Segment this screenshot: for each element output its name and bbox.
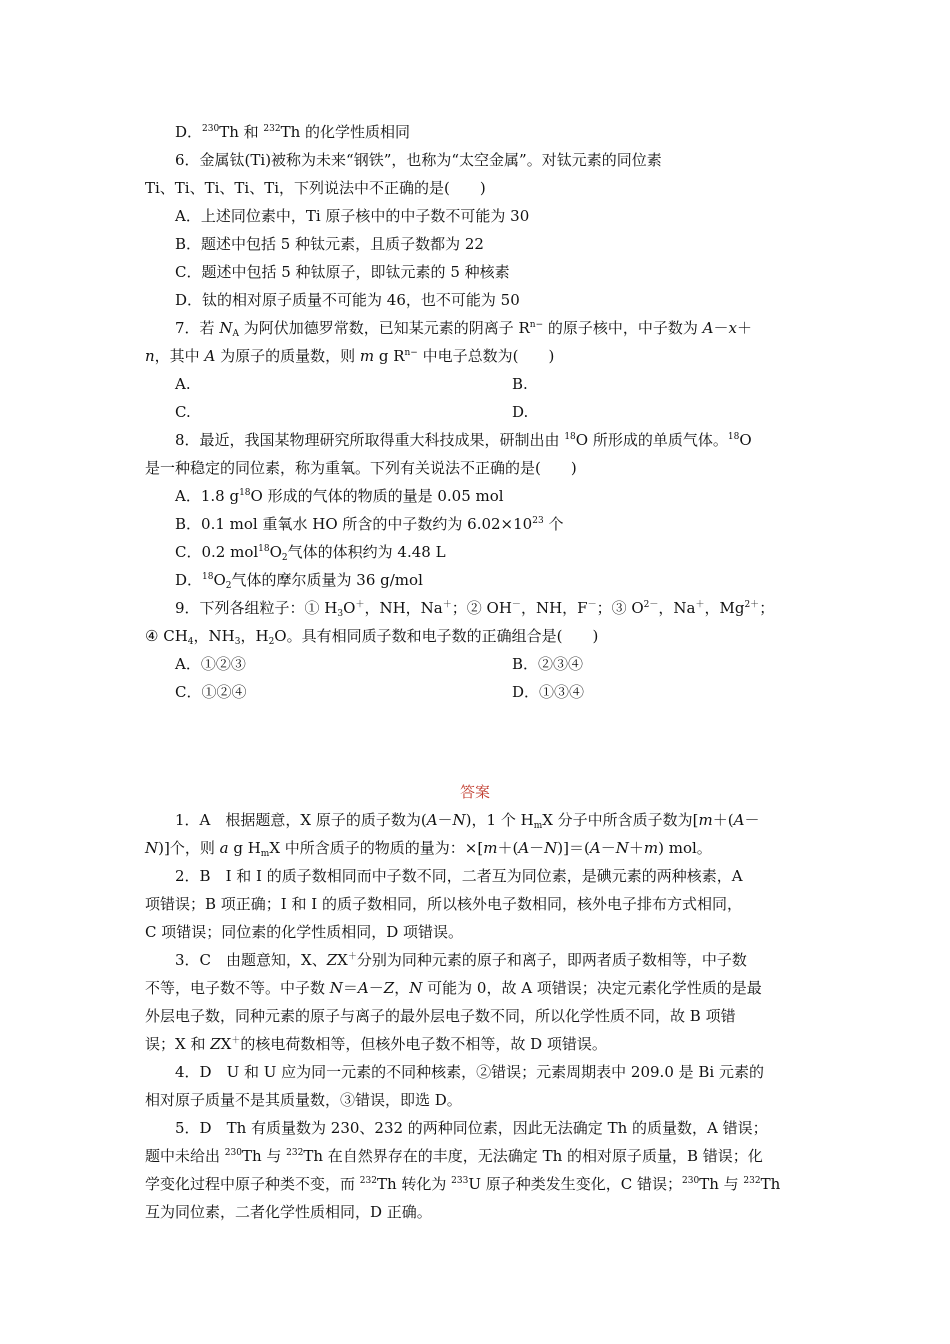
text: ，Na: [658, 599, 696, 617]
text: )，1 个 H: [465, 811, 534, 829]
q8-option-a: [175, 486, 504, 506]
text: 的核电荷数相等，但核外电子数不相等，故 D 项错误。: [240, 1035, 607, 1053]
text: －: [529, 839, 545, 857]
text: N: [544, 839, 558, 857]
text: X: [337, 951, 348, 969]
answer-4-line1: 4．D U 和 U 应为同一元素的不同种核素，②错误；元素周期表中 209.0 是 Bi 元素的: [175, 1063, 764, 1081]
subscript: 2: [281, 553, 288, 563]
answer-3-line4: [145, 1034, 607, 1054]
text: N: [615, 839, 629, 857]
superscript: 18: [727, 432, 740, 442]
text: A: [733, 811, 745, 829]
q7-option-c: C.: [175, 403, 191, 421]
q8-option-b: [175, 514, 563, 534]
answer-2-line1: 2．B I 和 I 的质子数相同而中子数不同，二者互为同位素，是碘元素的两种核素，A: [175, 867, 743, 885]
answer-5-line1: 5．D Th 有质量数为 230、232 的两种同位素，因此无法确定 Th 的质量数，A 错误；: [175, 1119, 768, 1137]
text: 为原子的质量数，则: [215, 347, 360, 365]
text: ，其中: [154, 347, 205, 365]
text: 题中未给出: [145, 1147, 225, 1165]
text: 分别为同种元素的原子和离子，即两者质子数相等，中子数: [356, 951, 747, 969]
text: ；② OH: [451, 599, 512, 617]
text: 为阿伏加德罗常数，已知某元素的阴离子 R: [238, 319, 530, 337]
text: 9．下列各组粒子：① H: [175, 599, 338, 617]
subscript: A: [232, 329, 239, 339]
text: a: [219, 839, 229, 857]
superscript: 232: [743, 1176, 761, 1186]
answer-3-line1: [175, 950, 747, 970]
answer-5-line2: [145, 1146, 763, 1166]
text: ＋(: [497, 839, 519, 857]
answer-3-line3: 外层电子数，同种元素的原子与离子的最外层电子数不同，所以化学性质不同，故 B 项错: [145, 1007, 736, 1025]
subscript: m: [260, 849, 270, 859]
q7-stem-line2: [145, 346, 554, 366]
text: )]＝(: [557, 839, 590, 857]
answer-3-line2: [145, 978, 762, 998]
superscript: 23: [532, 516, 544, 526]
text: N: [452, 811, 466, 829]
text: 误；X 和: [145, 1035, 211, 1053]
text: )]个，则: [158, 839, 220, 857]
text: 的原子核中，中子数为: [543, 319, 703, 337]
subscript: 3: [337, 609, 344, 619]
text: ，: [394, 979, 410, 997]
text: A: [589, 839, 601, 857]
q6-stem-line1: 6．金属钛(Ti)被称为未来“钢铁”，也称为“太空金属”。对钛元素的同位素: [175, 151, 662, 169]
q6-option-b: B．题述中包括 5 种钛元素，且质子数都为 22: [175, 235, 484, 253]
text: U 原子种类发生变化，C 错误；: [468, 1175, 683, 1193]
text: ④ CH: [145, 627, 188, 645]
superscript: ＋: [347, 952, 357, 962]
text: Z: [326, 951, 338, 969]
text: Th 与: [241, 1147, 287, 1165]
q9-option-c: C．①②④: [175, 683, 247, 701]
q8-stem-line2: 是一种稳定的同位素，称为重氧。下列有关说法不正确的是( ): [145, 459, 577, 477]
text: ，NH，Na: [364, 599, 443, 617]
text: 可能为 0，故 A 项错误；决定元素化学性质的是最: [422, 979, 762, 997]
text: ＋: [737, 319, 753, 337]
q9-stem-line1: [175, 598, 774, 618]
subscript: 2: [225, 581, 232, 591]
text: 中电子总数为( ): [417, 347, 555, 365]
superscript: －: [587, 600, 597, 610]
superscript: 230: [224, 1148, 242, 1158]
text: N: [219, 319, 233, 337]
q8-stem-line1: [175, 430, 752, 450]
text: D．: [175, 571, 203, 589]
superscript: 232: [263, 124, 281, 134]
text: ＝: [342, 979, 358, 997]
text: ) mol。: [658, 839, 712, 857]
text: Th 的化学性质相同: [280, 123, 411, 141]
q9-option-a: A．①②③: [175, 655, 246, 673]
subscript: 2: [268, 637, 275, 647]
q9-option-b: B．②③④: [512, 655, 584, 673]
text: ，NH: [193, 627, 235, 645]
q6-option-a: A．上述同位素中，Ti 原子核中的中子数不可能为 30: [175, 207, 530, 225]
answer-5-line4: 互为同位素，二者化学性质相同，D 正确。: [145, 1203, 432, 1221]
text: n: [145, 347, 155, 365]
superscript: ＋: [442, 600, 452, 610]
q7-option-a: A.: [175, 375, 191, 393]
text: －: [368, 979, 384, 997]
text: Th 在自然界存在的丰度，无法确定 Th 的相对原子质量，B 错误；化: [303, 1147, 763, 1165]
text: A．1.8 g: [175, 487, 240, 505]
text: O: [269, 543, 282, 561]
text: 1．A 根据题意，X 原子的质子数为(: [175, 811, 427, 829]
superscript: 232: [286, 1148, 304, 1158]
superscript: 18: [258, 544, 270, 554]
text: 学变化过程中原子种类不变，而: [145, 1175, 360, 1193]
superscript: 230: [202, 124, 220, 134]
text: A: [204, 347, 216, 365]
text: A: [426, 811, 438, 829]
superscript: n−: [404, 348, 418, 358]
text: －: [713, 319, 729, 337]
text: 3．C 由题意知，X、: [175, 951, 327, 969]
text: ＋(: [712, 811, 734, 829]
subscript: m: [533, 821, 543, 831]
q7-option-d: D.: [512, 403, 529, 421]
text: ；: [759, 599, 775, 617]
text: O 形成的气体的物质的量是 0.05 mol: [250, 487, 504, 505]
q8-option-d: [175, 570, 423, 590]
text: A: [518, 839, 530, 857]
text: Th: [760, 1175, 781, 1193]
text: X 分子中所含质子数为[: [542, 811, 699, 829]
q9-stem-line2: [145, 626, 598, 646]
text: O 所形成的单质气体。: [575, 431, 728, 449]
text: －: [600, 839, 616, 857]
text: m: [483, 839, 498, 857]
superscript: 233: [451, 1176, 469, 1186]
q6-option-d: D．钛的相对原子质量不可能为 46，也不可能为 50: [175, 291, 520, 309]
text: ＋: [628, 839, 644, 857]
text: －: [744, 811, 760, 829]
text: Th 和: [219, 123, 264, 141]
text: 气体的体积约为 4.48 L: [287, 543, 446, 561]
text: 7．若: [175, 319, 220, 337]
text: x: [728, 319, 737, 337]
subscript: 4: [187, 637, 194, 647]
text: C．0.2 mol: [175, 543, 259, 561]
text: Th 与: [699, 1175, 744, 1193]
answers-heading: 答案: [459, 783, 490, 801]
text: Z: [383, 979, 395, 997]
text: D．: [175, 123, 203, 141]
text: 气体的摩尔质量为 36 g/mol: [231, 571, 423, 589]
answer-2-line3: C 项错误；同位素的化学性质相同，D 项错误。: [145, 923, 464, 941]
superscript: 2＋: [744, 600, 760, 610]
superscript: ＋: [355, 600, 365, 610]
text: N: [409, 979, 423, 997]
text: O: [343, 599, 356, 617]
superscript: 18: [202, 572, 214, 582]
q5-option-d: [175, 122, 410, 142]
text: 8．最近，我国某物理研究所取得重大科技成果，研制出由: [175, 431, 565, 449]
text: ；③ O: [596, 599, 644, 617]
text: ，H: [240, 627, 269, 645]
text: N: [145, 839, 159, 857]
text: Z: [210, 1035, 221, 1053]
superscript: －: [511, 600, 521, 610]
q8-option-c: [175, 542, 446, 562]
text: A: [357, 979, 369, 997]
text: O: [739, 431, 752, 449]
superscript: 18: [564, 432, 576, 442]
q9-option-d: D．①③④: [512, 683, 585, 701]
superscript: ＋: [231, 1036, 241, 1046]
text: 个: [543, 515, 564, 533]
subscript: 3: [234, 637, 241, 647]
q7-stem-line1: [175, 318, 752, 338]
superscript: 2－: [643, 600, 659, 610]
text: g R: [374, 347, 405, 365]
superscript: n−: [529, 320, 544, 330]
q7-option-b: B.: [512, 375, 528, 393]
text: m: [359, 347, 375, 365]
text: Th 转化为: [376, 1175, 452, 1193]
text: X 中所含质子的物质的量为：×[: [269, 839, 484, 857]
text: X: [220, 1035, 232, 1053]
text: B．0.1 mol 重氧水 HO 所含的中子数约为 6.02×10: [175, 515, 533, 533]
text: g H: [228, 839, 261, 857]
superscript: 232: [359, 1176, 377, 1186]
text: ，Mg: [704, 599, 745, 617]
text: ，NH，F: [520, 599, 588, 617]
text: m: [698, 811, 713, 829]
answer-1-line1: [175, 810, 760, 830]
answer-1-line2: [145, 838, 712, 858]
q6-stem-line2: Ti、Ti、Ti、Ti、Ti，下列说法中不正确的是( ): [145, 179, 486, 197]
q6-option-c: C．题述中包括 5 种钛原子，即钛元素的 5 种核素: [175, 263, 510, 281]
superscript: 230: [682, 1176, 700, 1186]
text: －: [437, 811, 453, 829]
answer-2-line2: 项错误；B 项正确；I 和 I 的质子数相同，所以核外电子数相同，核外电子排布方式相同，: [145, 895, 742, 913]
answer-5-line3: [145, 1174, 780, 1194]
superscript: 18: [239, 488, 251, 498]
superscript: ＋: [695, 600, 705, 610]
text: O: [213, 571, 226, 589]
answer-4-line2: 相对原子质量不是其质量数，③错误，即选 D。: [145, 1091, 462, 1109]
text: 不等，电子数不等。中子数: [145, 979, 330, 997]
text: A: [702, 319, 714, 337]
text: O。具有相同质子数和电子数的正确组合是( ): [274, 627, 599, 645]
text: m: [643, 839, 659, 857]
text: N: [329, 979, 343, 997]
